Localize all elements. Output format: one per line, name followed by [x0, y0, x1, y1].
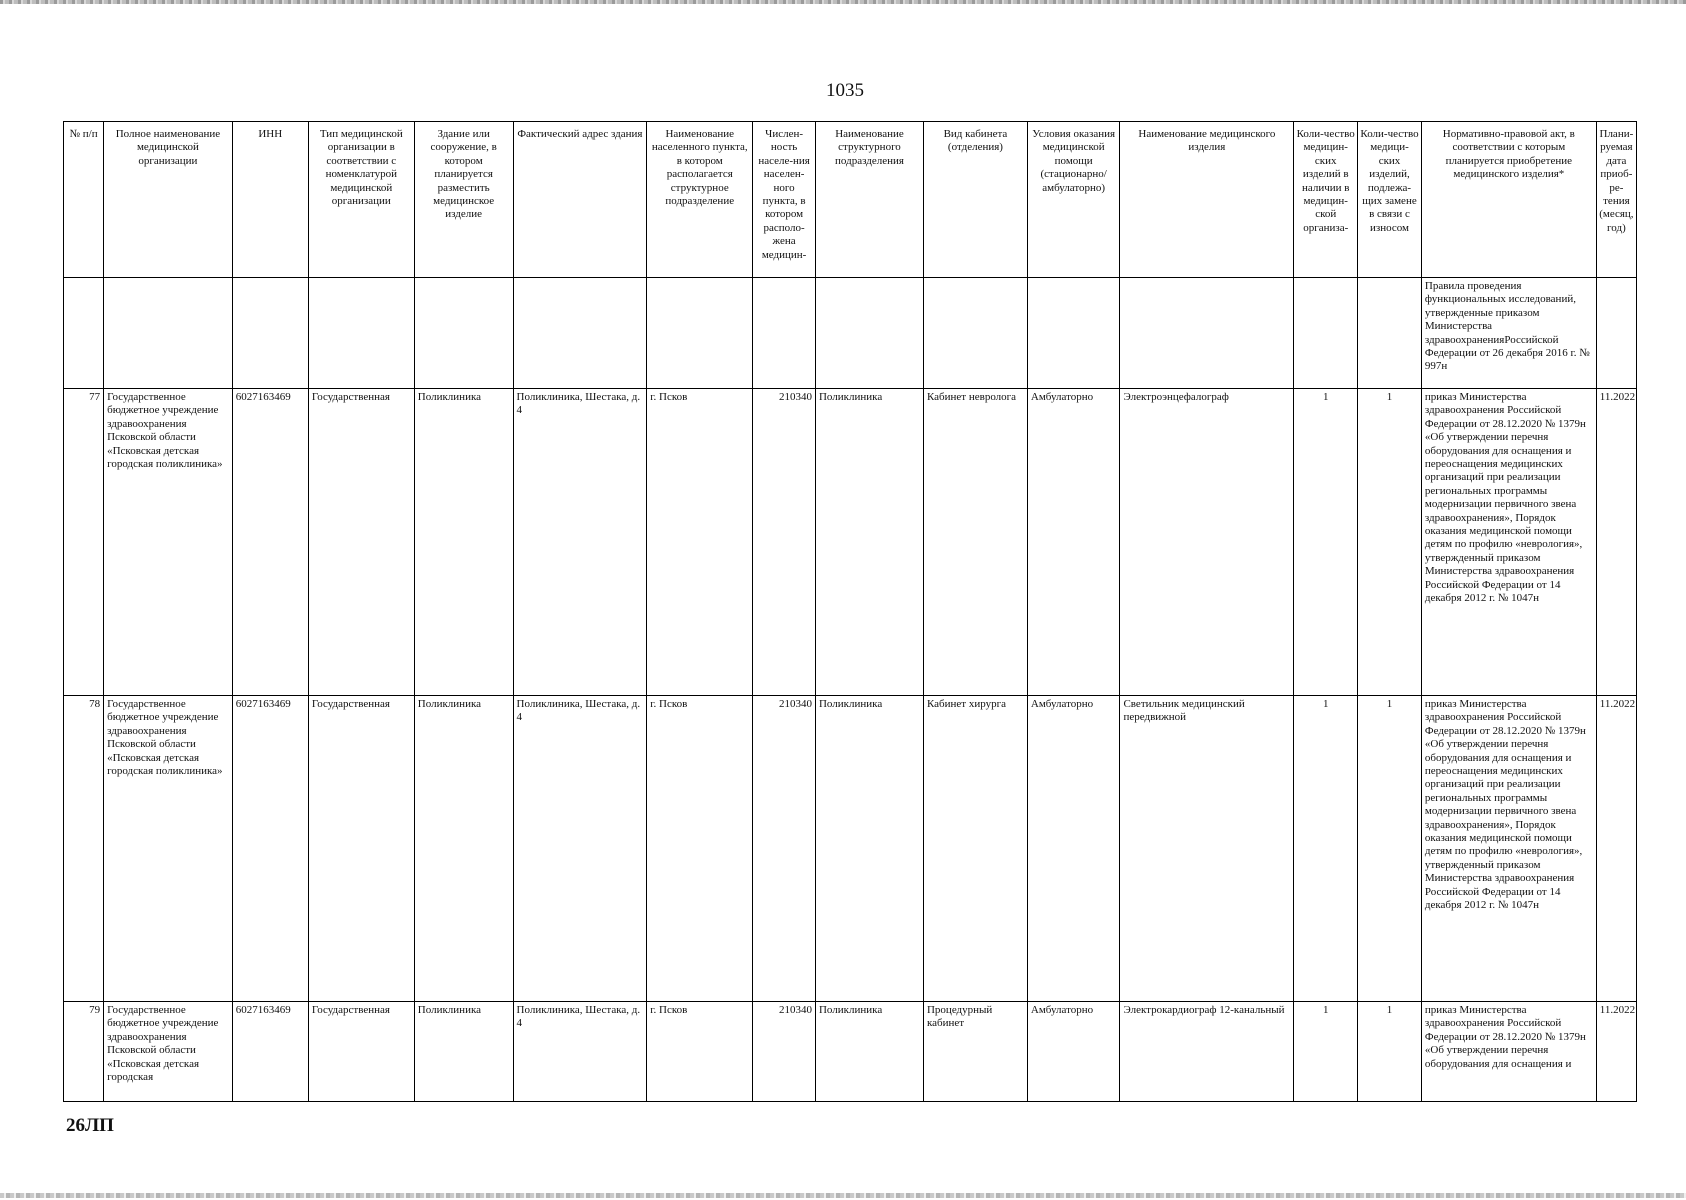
- table-row: [64, 389, 1637, 696]
- header-cell: ИНН: [232, 122, 308, 278]
- table-row: [64, 1002, 1637, 1102]
- header-cell: Коли-чество медици-ских изделий, подлежа-щих замене в связи с износом: [1358, 122, 1422, 278]
- empty-cell: [815, 278, 923, 389]
- device-cell: Электроэнцефалограф: [1120, 389, 1294, 696]
- conditions-cell: Амбулаторно: [1027, 1002, 1120, 1102]
- unit-cell: Поликлиника: [815, 389, 923, 696]
- org-type-cell: Государственная: [308, 1002, 414, 1102]
- empty-cell: [1596, 278, 1636, 389]
- legal-act-cell: приказ Министерства здравоохранения Российской Федерации от 28.12.2020 № 1379н «Об утверждении перечня оборудования для оснащения и переоснащения медицинских организаций при реализации региональных программы модернизации первичного звена здравоохранения», Порядок оказания медицинской помощи детям по профилю «неврология», утвержденный приказом Министерства здравоохранения Российской Федерации от 14 декабря 2012 г. № 1047н: [1421, 389, 1596, 696]
- qty-replace-cell: 1: [1358, 389, 1422, 696]
- cabinet-cell: Процедурный кабинет: [923, 1002, 1027, 1102]
- header-cell: Нормативно-правовой акт, в соответствии с которым планируется приобретение медицинского изделия*: [1421, 122, 1596, 278]
- organization-name: Государственное бюджетное учреждение здравоохранения Псковской области «Псковская детская городская поликлиника»: [104, 696, 233, 1002]
- organization-name: [104, 1002, 233, 1102]
- qty-replace-cell: 1: [1358, 1002, 1422, 1102]
- address-cell: Поликлиника, Шестака, д. 4: [513, 1002, 647, 1102]
- org-type-cell: Государственная: [308, 696, 414, 1002]
- conditions-cell: Амбулаторно: [1027, 696, 1120, 1002]
- scan-edge-top: [0, 0, 1686, 4]
- header-cell: Плани-руемая дата приоб-ре-тения (месяц, год): [1596, 122, 1636, 278]
- inn-cell: 6027163469: [232, 696, 308, 1002]
- header-cell: Полное наименование медицинской организации: [104, 122, 233, 278]
- address-cell: Поликлиника, Шестака, д. 4: [513, 389, 647, 696]
- header-cell: Коли-чество медицин-ских изделий в наличии в медицин-ской организа-: [1294, 122, 1358, 278]
- empty-cell: [513, 278, 647, 389]
- date-cell: 11.2022: [1596, 696, 1636, 1002]
- cabinet-cell: Кабинет хирурга: [923, 696, 1027, 1002]
- legal-act-text: приказ Министерства здравоохранения Российской Федерации от 28.12.2020 № 1379н «Об утверждении перечня оборудования для оснащения и: [1424, 1004, 1586, 1070]
- header-row: [64, 122, 1637, 278]
- qty-available-cell: 1: [1294, 1002, 1358, 1102]
- empty-cell: [1027, 278, 1120, 389]
- qty-replace-cell: 1: [1358, 696, 1422, 1002]
- empty-cell: [923, 278, 1027, 389]
- header-cell: № п/п: [64, 122, 104, 278]
- population-cell: 210340: [753, 389, 816, 696]
- organization-name-text: Государственное бюджетное учреждение здравоохранения Псковской области «Псковская детская городская: [107, 1004, 219, 1084]
- header-cell: Фактический адрес здания: [513, 122, 647, 278]
- header-cell: Вид кабинета (отделения): [923, 122, 1027, 278]
- population-cell: 210340: [753, 1002, 816, 1102]
- empty-cell: [1358, 278, 1422, 389]
- row-number: 79: [64, 1002, 104, 1102]
- unit-cell: Поликлиника: [815, 696, 923, 1002]
- scan-edge-bottom: [0, 1193, 1686, 1198]
- qty-available-cell: 1: [1294, 696, 1358, 1002]
- header-cell: Числен-ность населе-ния населен-ного пункта, в котором располо-жена медицин-: [753, 122, 816, 278]
- building-cell: Поликлиника: [414, 1002, 513, 1102]
- header-cell: Условия оказания медицинской помощи (стационарно/ амбулаторно): [1027, 122, 1120, 278]
- unit-cell: Поликлиника: [815, 1002, 923, 1102]
- page-number: 1035: [826, 80, 864, 101]
- locality-cell: г. Псков: [647, 696, 753, 1002]
- qty-available-cell: 1: [1294, 389, 1358, 696]
- building-cell: Поликлиника: [414, 389, 513, 696]
- locality-cell: г. Псков: [647, 1002, 753, 1102]
- date-cell: 11.2022: [1596, 389, 1636, 696]
- date-cell: 11.2022: [1596, 1002, 1636, 1102]
- row-number: 77: [64, 389, 104, 696]
- table-row: [64, 696, 1637, 1002]
- row-number: 78: [64, 696, 104, 1002]
- header-cell: Наименование структурного подразделения: [815, 122, 923, 278]
- document-code: 26ЛП: [66, 1115, 114, 1136]
- cabinet-cell: Кабинет невролога: [923, 389, 1027, 696]
- empty-cell: [1120, 278, 1294, 389]
- inn-cell: 6027163469: [232, 389, 308, 696]
- empty-cell: [647, 278, 753, 389]
- header-cell: Наименование населенного пункта, в котором располагается структурное подразделение: [647, 122, 753, 278]
- empty-cell: [308, 278, 414, 389]
- empty-cell: [414, 278, 513, 389]
- device-cell: Светильник медицинский передвижной: [1120, 696, 1294, 1002]
- building-cell: Поликлиника: [414, 696, 513, 1002]
- legal-act-cell: приказ Министерства здравоохранения Российской Федерации от 28.12.2020 № 1379н «Об утверждении перечня оборудования для оснащения и переоснащения медицинских организаций при реализации региональных программы модернизации первичного звена здравоохранения», Порядок оказания медицинской помощи детям по профилю «неврология», утвержденный приказом Министерства здравоохранения Российской Федерации от 14 декабря 2012 г. № 1047н: [1421, 696, 1596, 1002]
- address-cell: Поликлиника, Шестака, д. 4: [513, 696, 647, 1002]
- org-type-cell: Государственная: [308, 389, 414, 696]
- population-cell: 210340: [753, 696, 816, 1002]
- locality-cell: г. Псков: [647, 389, 753, 696]
- conditions-cell: Амбулаторно: [1027, 389, 1120, 696]
- continuation-row: [64, 278, 1637, 389]
- organization-name: Государственное бюджетное учреждение здравоохранения Псковской области «Псковская детская городская поликлиника»: [104, 389, 233, 696]
- empty-cell: [104, 278, 233, 389]
- empty-cell: [64, 278, 104, 389]
- legal-act-cell: [1421, 1002, 1596, 1102]
- equipment-table: [63, 121, 1637, 1102]
- device-cell: Электрокардиограф 12-канальный: [1120, 1002, 1294, 1102]
- inn-cell: 6027163469: [232, 1002, 308, 1102]
- header-cell: Тип медицинской организации в соответствии с номенклатурой медицинской организации: [308, 122, 414, 278]
- empty-cell: [232, 278, 308, 389]
- continuation-act-cell: Правила проведения функциональных исследований, утвержденные приказом Министерства здравоохраненияРоссийской Федерации от 26 декабря 2016 г. № 997н: [1421, 278, 1596, 389]
- header-cell: Здание или сооружение, в котором планируется разместить медицинское изделие: [414, 122, 513, 278]
- header-cell: Наименование медицинского изделия: [1120, 122, 1294, 278]
- empty-cell: [753, 278, 816, 389]
- empty-cell: [1294, 278, 1358, 389]
